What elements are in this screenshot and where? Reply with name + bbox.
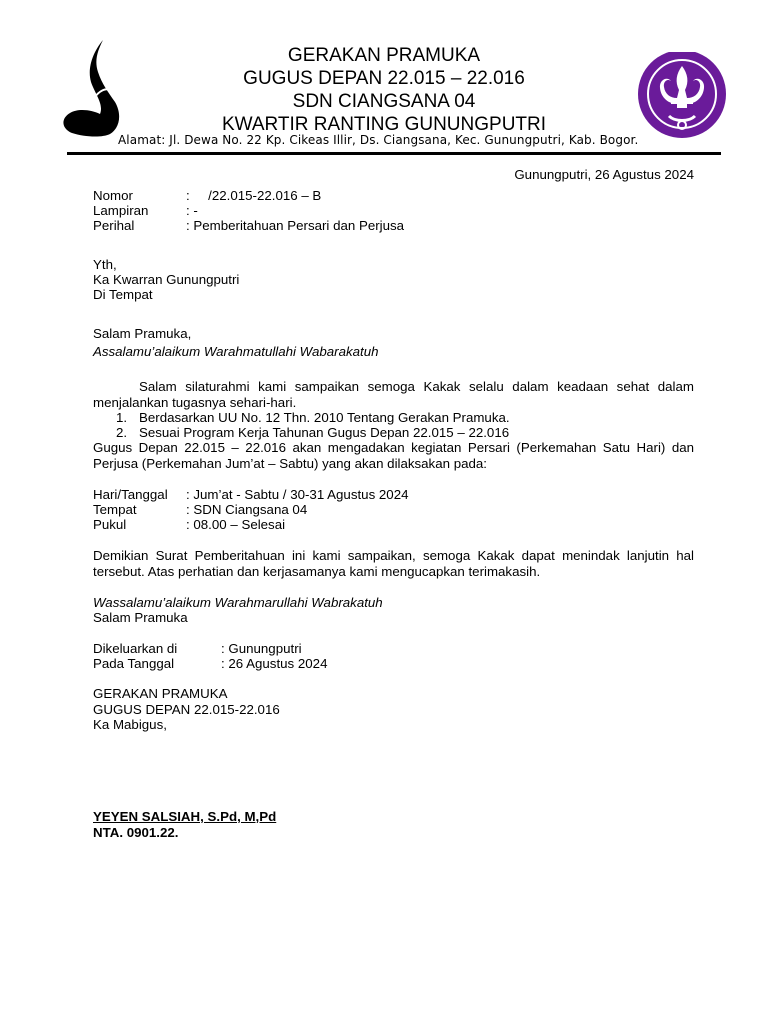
- recipient-line-1: Yth,: [93, 257, 117, 272]
- letterhead-divider: [67, 152, 721, 155]
- issued-label-date: Pada Tanggal: [93, 656, 175, 671]
- list-item-1: Berdasarkan UU No. 12 Thn. 2010 Tentang Gerakan Pramuka.: [139, 410, 510, 425]
- meta-value-lampiran: : -: [186, 203, 198, 218]
- issued-label-place: Dikeluarkan di: [93, 641, 178, 656]
- issued-value-date: : 26 Agustus 2024: [221, 656, 328, 671]
- schedule-label-place: Tempat: [93, 502, 137, 517]
- letterhead-address: Alamat: Jl. Dewa No. 22 Kp. Cikeas Illir, Ds. Ciangsana, Kec. Gunungputri, Kab. Bogor.: [118, 133, 639, 147]
- meta-label-lampiran: Lampiran: [93, 203, 149, 218]
- schedule-value-time: : 08.00 – Selesai: [186, 517, 286, 532]
- date-line: Gunungputri, 26 Agustus 2024: [514, 167, 694, 182]
- letterhead-line-2: GUGUS DEPAN 22.015 – 22.016: [243, 68, 525, 89]
- recipient-line-2: Ka Kwarran Gunungputri: [93, 272, 240, 287]
- signature-org-1: GERAKAN PRAMUKA: [93, 686, 228, 701]
- schedule-label-day: Hari/Tanggal: [93, 487, 168, 502]
- letterhead-line-3: SDN CIANGSANA 04: [292, 91, 476, 112]
- closing-line-2: Salam Pramuka: [93, 610, 188, 625]
- closing-line-1: Wassalamu’alaikum Warahmarullahi Wabrakatuh: [93, 595, 383, 610]
- issued-value-place: : Gunungputri: [221, 641, 302, 656]
- list-number-2: 2.: [116, 425, 128, 440]
- meta-label-perihal: Perihal: [93, 218, 135, 233]
- schedule-label-time: Pukul: [93, 517, 127, 532]
- signature-nta: NTA. 0901.22.: [93, 825, 179, 840]
- meta-label-nomor: Nomor: [93, 188, 133, 203]
- greeting-line-2: Assalamu’alaikum Warahmatullahi Wabarakatuh: [93, 344, 379, 359]
- meta-value-perihal: : Pemberitahuan Persari dan Perjusa: [186, 218, 405, 233]
- recipient-line-3: Di Tempat: [93, 287, 153, 302]
- greeting-line-1: Salam Pramuka,: [93, 326, 192, 341]
- signature-name: YEYEN SALSIAH, S.Pd, M,Pd: [93, 809, 277, 824]
- body-paragraph-2: Gugus Depan 22.015 – 22.016 akan mengadakan kegiatan Persari (Perkemahan Satu Hari) dan Perjusa (Perkemahan Jum’at – Sabtu) yang akan dilaksakan pada:: [93, 440, 694, 471]
- closing-paragraph: Demikian Surat Pemberitahuan ini kami sampaikan, semoga Kakak dapat menindak lanjutin hal tersebut. Atas perhatian dan kerjasamanya kami mengucapkan terimakasih.: [93, 548, 694, 579]
- list-number-1: 1.: [116, 410, 128, 425]
- letterhead-line-1: GERAKAN PRAMUKA: [287, 45, 481, 66]
- meta-value-nomor: : /22.015-22.016 – B: [186, 188, 322, 203]
- letterhead-line-4: KWARTIR RANTING GUNUNGPUTRI: [221, 114, 547, 135]
- list-item-2: Sesuai Program Kerja Tahunan Gugus Depan 22.015 – 22.016: [139, 425, 510, 440]
- schedule-value-place: : SDN Ciangsana 04: [186, 502, 308, 517]
- body-paragraph-1: Salam silaturahmi kami sampaikan semoga Kakak selalu dalam keadaan sehat dalam menjalankan tugasnya sehari-hari.: [93, 379, 694, 410]
- signature-role: Ka Mabigus,: [93, 717, 167, 732]
- signature-org-2: GUGUS DEPAN 22.015-22.016: [93, 702, 280, 717]
- schedule-value-day: : Jum’at - Sabtu / 30-31 Agustus 2024: [186, 487, 409, 502]
